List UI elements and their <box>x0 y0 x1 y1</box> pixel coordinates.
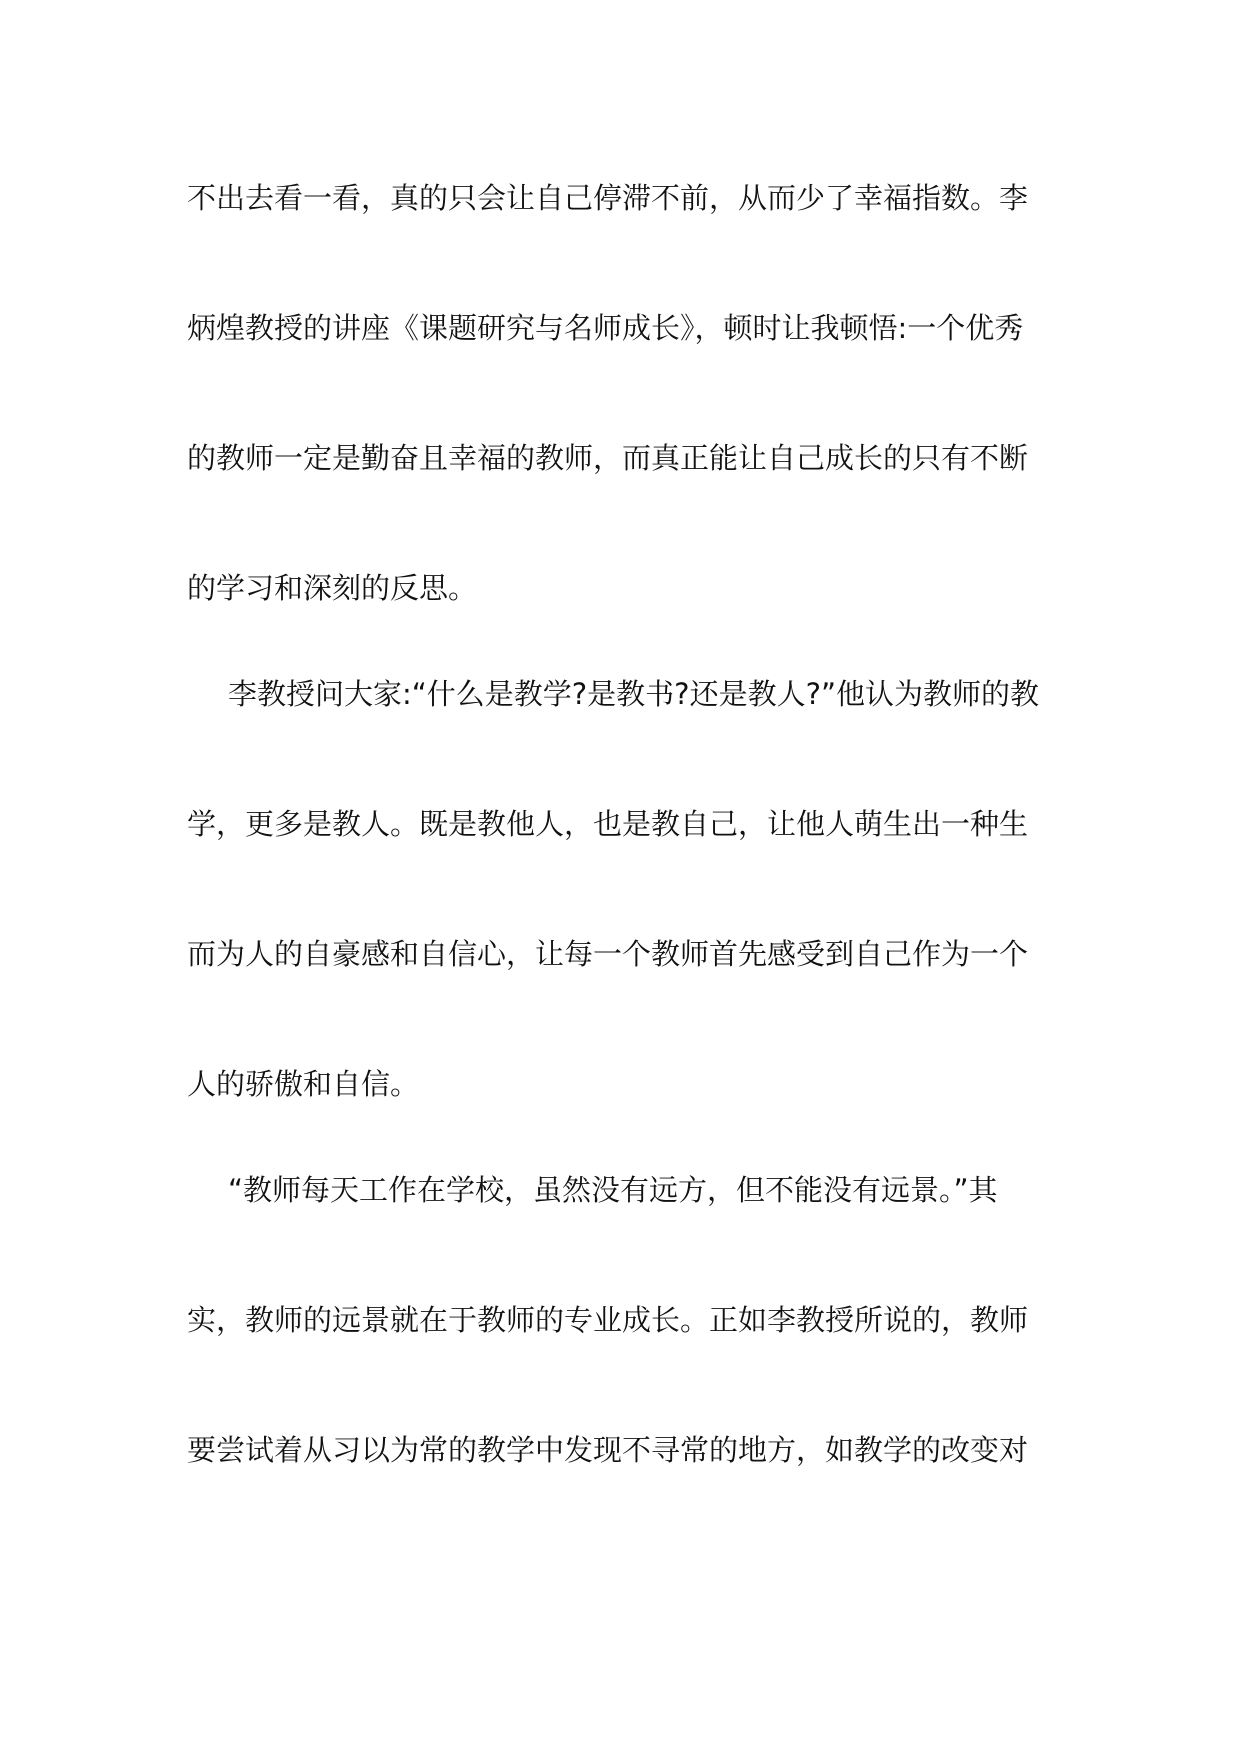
text-line: 不出去看一看，真的只会让自己停滞不前，从而少了幸福指数。李 <box>187 181 1029 215</box>
text-line: 人的骄傲和自信。 <box>187 1067 420 1101</box>
text-line: 的教师一定是勤奋且幸福的教师，而真正能让自己成长的只有不断 <box>187 441 1029 475</box>
text-line: 而为人的自豪感和自信心，让每一个教师首先感受到自己作为一个 <box>187 937 1029 971</box>
text-line: 的学习和深刻的反思。 <box>187 571 478 605</box>
text-line: 炳煌教授的讲座《课题研究与名师成长》，顿时让我顿悟:一个优秀 <box>187 311 1024 345</box>
text-line: 学，更多是教人。既是教他人，也是教自己，让他人萌生出一种生 <box>187 807 1029 841</box>
paragraph-first-line: “教师每天工作在学校，虽然没有远方，但不能没有远景。”其 <box>228 1173 998 1207</box>
text-line: 实，教师的远景就在于教师的专业成长。正如李教授所说的，教师 <box>187 1303 1029 1337</box>
paragraph-first-line: 李教授问大家:“什么是教学?是教书?还是教人?”他认为教师的教 <box>228 677 1039 711</box>
text-line: 要尝试着从习以为常的教学中发现不寻常的地方，如教学的改变对 <box>187 1433 1029 1467</box>
